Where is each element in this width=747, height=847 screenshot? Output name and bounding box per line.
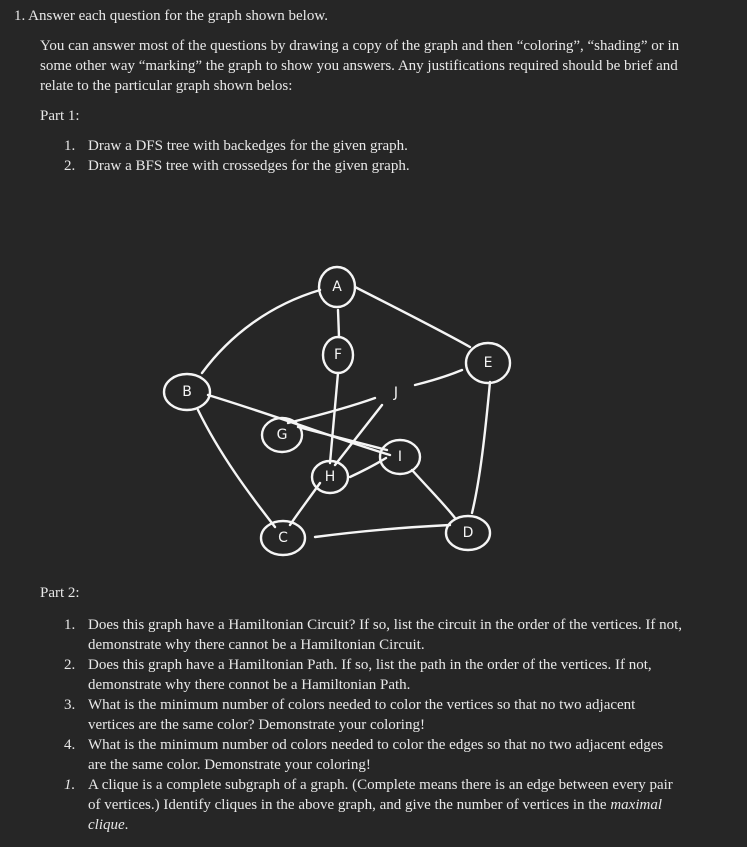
vertex-a xyxy=(319,267,355,307)
vertex-label: H xyxy=(324,469,336,485)
list-item xyxy=(64,156,684,176)
vertex-j xyxy=(393,385,398,401)
list-item xyxy=(64,775,684,835)
vertex-label: I xyxy=(397,449,403,465)
edge-h-c xyxy=(290,483,320,525)
vertex-g xyxy=(262,418,302,452)
item-text: What is the minimum number of colors needed to color the vertices so that no two adjacent vertices are the same color? Demonstrate your coloring! xyxy=(88,697,636,733)
vertex-label: E xyxy=(483,355,493,371)
edge-f-h xyxy=(330,373,338,463)
item-text: Draw a DFS tree with backedges for the given graph. xyxy=(88,138,408,154)
edge-a-f xyxy=(338,310,339,337)
vertex-label: J xyxy=(393,385,399,401)
vertex-b xyxy=(164,374,210,410)
item-text: Does this graph have a Hamiltonian Path. If so, list the path in the order of the vertices. If not, demonstrate why there connot be a Hamiltonian Path. xyxy=(88,657,652,693)
item-number: 1. xyxy=(64,138,76,154)
vertex-f xyxy=(323,337,353,373)
item-text: A clique is a complete subgraph of a graph. (Complete means there is an edge between every pair of vertices.) Identify cliques in the above graph, and give the number of vertices in the xyxy=(88,777,673,813)
item-number: 3. xyxy=(64,697,76,713)
vertex-e xyxy=(466,343,510,383)
part1-heading: Part 1: xyxy=(40,108,80,124)
edge-a-e xyxy=(355,287,470,347)
vertex-label: A xyxy=(332,279,342,295)
edge-j-e xyxy=(415,370,462,385)
edge-g-j xyxy=(288,398,375,423)
edge-g-i xyxy=(298,427,387,450)
edge-c-d xyxy=(315,525,450,537)
question-title: 1. Answer each question for the graph shown below. xyxy=(14,8,328,24)
vertex-label: F xyxy=(333,347,343,363)
vertex-h xyxy=(312,461,348,493)
item-number: 2. xyxy=(64,158,76,174)
item-number: 4. xyxy=(64,737,76,753)
edge-i-d xyxy=(412,470,455,518)
list-item xyxy=(64,695,684,735)
list-item xyxy=(64,615,684,655)
vertex-label: C xyxy=(278,530,288,546)
part2-heading: Part 2: xyxy=(40,585,80,601)
list-item xyxy=(64,735,684,775)
vertex-label: B xyxy=(182,384,192,400)
vertex-d xyxy=(446,516,490,550)
vertex-c xyxy=(261,521,305,555)
part2-list xyxy=(64,615,684,835)
list-item xyxy=(64,655,684,695)
edge-a-b xyxy=(202,290,320,373)
item-emphasis: maximal clique xyxy=(88,797,662,833)
item-text: Does this graph have a Hamiltonian Circuit? If so, list the circuit in the order of the vertices. If not, demonstrate why there cannot be a Hamiltonian Circuit. xyxy=(88,617,682,653)
graph-drawing xyxy=(150,255,520,565)
item-number: 2. xyxy=(64,657,76,673)
item-number: 1. xyxy=(64,777,76,793)
part1-list xyxy=(64,136,684,176)
item-tail: . xyxy=(124,817,129,833)
edge-j-h xyxy=(335,405,382,465)
item-text: Draw a BFS tree with crossedges for the given graph. xyxy=(88,158,410,174)
list-item xyxy=(64,136,684,156)
vertex-label: G xyxy=(276,427,288,443)
graph-figure xyxy=(150,255,520,565)
item-text: What is the minimum number od colors needed to color the edges so that no two adjacent edges are the same color. Demonstrate your coloring! xyxy=(88,737,664,773)
intro-paragraph: You can answer most of the questions by drawing a copy of the graph and then “coloring”, “shading” or in some other way “marking” the graph to show you answers. Any justifications required should be brief and relate to the particular graph shown belos: xyxy=(40,38,680,94)
vertex-label: D xyxy=(462,525,474,541)
edge-e-d xyxy=(472,382,490,513)
item-number: 1. xyxy=(64,617,76,633)
